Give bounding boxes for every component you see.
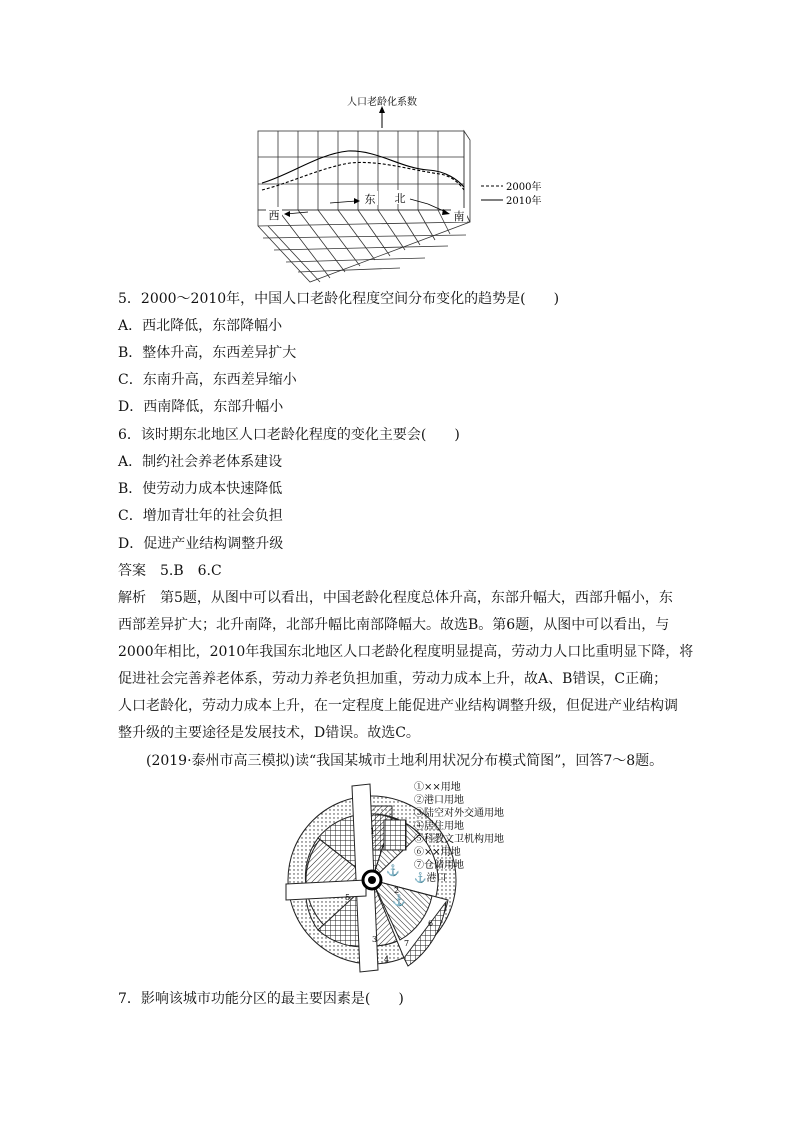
analysis-line-1: 解析 第5题，从图中可以看出，中国老龄化程度总体升高，东部升幅大，西部升幅小，东 <box>118 590 673 606</box>
zone-label: 7 <box>404 939 410 948</box>
analysis-line-4: 促进社会完善养老体系，劳动力养老负担加重，劳动力成本上升，故A、B错误，C正确； <box>118 671 668 687</box>
dir-south: 南 <box>453 210 465 223</box>
curve-2010 <box>262 151 464 187</box>
analysis-line-3: 2000年相比，2010年我国东北地区人口老龄化程度明显提高，劳动力人口比重明显下降，将 <box>118 644 694 660</box>
q6-option-c: C．增加青壮年的社会负担 <box>118 508 283 524</box>
legend-landuse-2: ②港口用地 <box>414 795 464 806</box>
analysis-line-5: 人口老龄化，劳动力成本上升，在一定程度上能促进产业结构调整升级，但促进产业结构调 <box>118 698 678 714</box>
legend-2000: 2000年 <box>506 182 542 193</box>
anchor-icon: ⚓ <box>386 864 400 877</box>
dir-north: 北 <box>394 192 406 205</box>
q5-option-d: D．西南降低，东部升幅小 <box>118 399 284 415</box>
q6-option-a: A．制约社会养老体系建设 <box>118 454 283 470</box>
zone-label: 1 <box>370 827 376 836</box>
legend-landuse-6: ⑥××用地 <box>414 847 461 858</box>
legend-landuse-4: ④居住用地 <box>414 821 464 832</box>
q6-option-d: D．促进产业结构调整升级 <box>118 536 284 552</box>
q5-option-b: B．整体升高，东西差异扩大 <box>118 345 297 361</box>
zone-label: 6 <box>428 919 434 928</box>
q6-stem: 6．该时期东北地区人口老龄化程度的变化主要会( ) <box>118 427 460 443</box>
intro-q7-8: (2019·泰州市高三模拟)读“我国某城市土地利用状况分布模式简图”，回答7～8题。 <box>146 753 664 769</box>
figure-city-landuse <box>276 776 532 988</box>
legend-landuse-7: ⑦仓储用地 <box>414 860 464 871</box>
legend-landuse-5: ⑤科教文卫机构用地 <box>414 834 504 845</box>
q7-stem: 7．影响该城市功能分区的最主要因素是( ) <box>118 991 404 1007</box>
analysis-line-2: 西部差异扩大；北升南降，北部升幅比南部降幅大。故选B。第6题，从图中可以看出，与 <box>118 617 670 633</box>
curve-2000 <box>262 162 464 190</box>
answer-line: 答案 5.B 6.C <box>118 563 222 579</box>
dir-east: 东 <box>364 193 376 206</box>
chart-ylabel: 人口老龄化系数 <box>347 97 417 108</box>
legend-landuse-1: ①××用地 <box>414 782 461 793</box>
zone-label: 3 <box>372 935 378 944</box>
zone-label: 5 <box>345 893 351 902</box>
figure-aging-3d-chart <box>240 92 560 284</box>
anchor-icon: ⚓ <box>392 894 406 907</box>
q5-stem: 5．2000～2010年，中国人口老龄化程度空间分布变化的趋势是( ) <box>118 291 560 307</box>
zone-label: 2 <box>394 886 400 895</box>
dir-west: 西 <box>268 209 280 222</box>
q5-option-a: A．西北降低，东部降幅小 <box>118 318 283 334</box>
legend-2010: 2010年 <box>506 196 542 207</box>
q6-option-b: B．使劳动力成本快速降低 <box>118 481 283 497</box>
zone-label: 4 <box>384 955 390 964</box>
legend-port: ⚓港口 <box>414 873 447 884</box>
legend-landuse-3: ③陆空对外交通用地 <box>414 808 504 819</box>
q5-option-c: C．东南升高，东西差异缩小 <box>118 372 297 388</box>
analysis-line-6: 整升级的主要途径是发展技术，D错误。故选C。 <box>118 725 420 741</box>
